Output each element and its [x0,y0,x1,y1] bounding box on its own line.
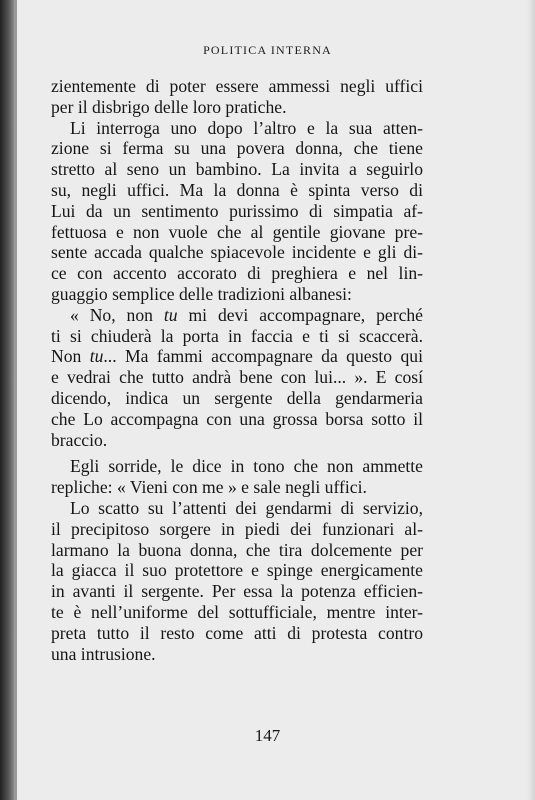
text-line: Lui da un sentimento purissimo di simpatia af- [51,200,423,221]
emphasis: tu [163,304,178,325]
text-line: in avanti il sergente. Per essa la potenza efficien- [51,581,423,602]
paragraph-start-line: Li interroga uno dopo l’altro e la sua atten- [70,117,423,138]
text-line: repliche: « Vieni con me » e sale negli uffici. [51,477,367,498]
text-line: sente accada qualche spiacevole incidente e gli di- [51,242,423,263]
book-spine-shadow [0,0,14,800]
text-line: larmano la buona donna, che tira dolcemente per [51,539,423,560]
text-line: ce con accento accorato di preghiera e nel lin- [51,263,423,284]
paragraph-start-line: Lo scatto su l’attenti dei gendarmi di servizio, [70,497,423,518]
text-line: dicendo, indica un sergente della gendarmeria [51,387,423,408]
running-header: POLITICA INTERNA [203,43,332,57]
quote-line: « No, non tu mi devi accompagnare, perché [70,304,423,325]
page-edge [527,0,535,800]
page-gutter [14,0,17,800]
quote-line: ti si chiuderà la porta in faccia e ti si scaccerà. [51,325,423,346]
text-line: fettuosa e non vuole che al gentile giovane pre- [51,221,423,242]
text-line: te è nell’uniforme del sottufficiale, mentre inter- [51,601,423,622]
page-number: 147 [254,726,281,745]
quote-line: e vedrai che tutto andrà bene con lui... ». E cosí [51,367,423,388]
text-line: una intrusione. [51,643,156,664]
emphasis: tu [89,346,104,367]
text-line: la giacca il suo protettore e spinge energicamente [51,560,423,581]
text-line: per il disbrigo delle loro pratiche. [51,96,287,117]
text-line: che Lo accompagna con una grossa borsa sotto il [51,408,423,429]
text-line: zientemente di poter essere ammessi negli uffici [51,76,423,96]
text-line: zione si ferma su una povera donna, che tiene [51,138,423,159]
quote-line: Non tu... Ma fammi accompagnare da questo qui [51,346,423,367]
text-line: il precipitoso sorgere in piedi dei funzionari al- [51,518,423,539]
text-line: preta tutto il resto come atti di protesta contro [51,622,423,643]
text-line: guaggio semplice delle tradizioni albanesi: [51,283,352,304]
text-line: braccio. [51,429,108,450]
text-line: stretto al seno un bambino. La invita a seguirlo [51,159,423,180]
paragraph-start-line: Egli sorride, le dice in tono che non ammette [70,456,423,477]
body-text [51,76,423,664]
text-line: su, negli uffici. Ma la donna è spinta verso di [51,179,423,200]
